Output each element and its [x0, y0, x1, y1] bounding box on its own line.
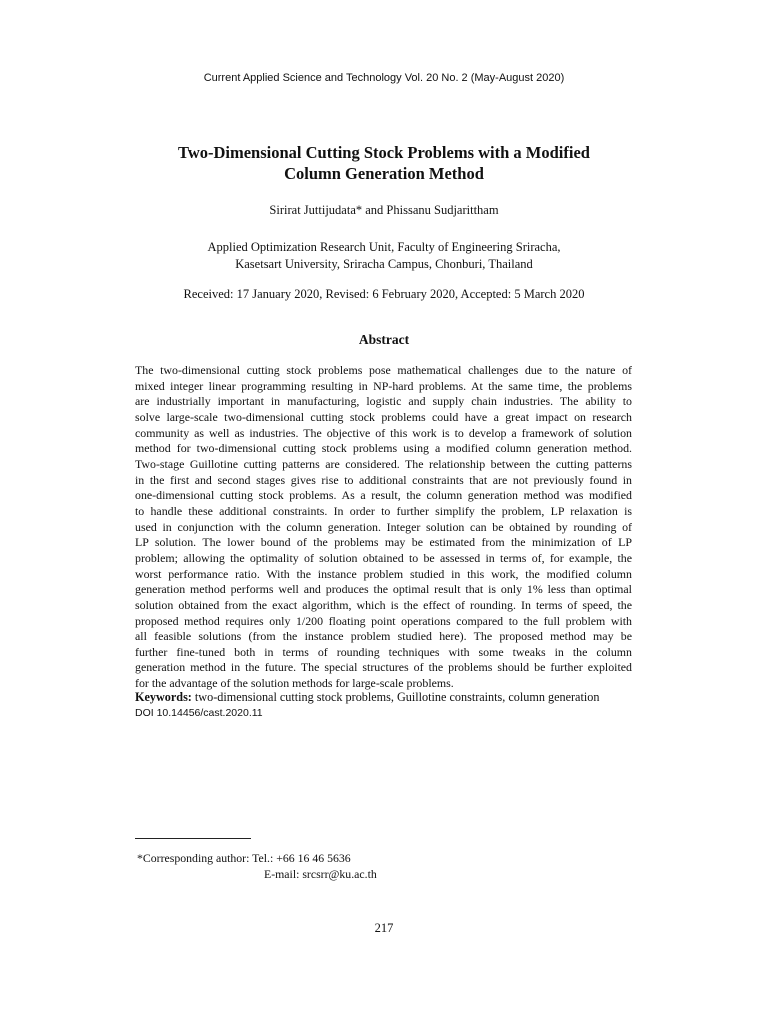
affiliation-line: Kasetsart University, Sriracha Campus, Chonburi, Thailand: [235, 257, 533, 271]
abstract-line: to handle these additional constraints. In order to further simplify the problem, LP relaxation is: [135, 503, 632, 518]
keywords: [135, 690, 632, 705]
title-line: Column Generation Method: [284, 164, 484, 183]
footnote-email: E-mail: srcsrr@ku.ac.th: [264, 867, 377, 881]
footnote-phone: *Corresponding author: Tel.: +66 16 46 5636: [137, 851, 351, 865]
authors: Sirirat Juttijudata* and Phissanu Sudjarittham: [269, 203, 499, 217]
abstract-line: mixed integer linear programming resulting in NP-hard problems. At the same time, the problems: [135, 378, 632, 393]
doi: DOI 10.14456/cast.2020.11: [135, 707, 263, 719]
footnote-divider: [135, 838, 251, 839]
abstract-body: [135, 363, 632, 692]
abstract-line: are industrially important in manufacturing, logistic and supply chain industries. The ability to: [135, 394, 632, 409]
abstract-line: for the advantage of the solution methods for large-scale problems.: [135, 676, 454, 691]
abstract-line: proposed method requires only 1/200 floating point operations compared to the full problem with: [135, 613, 632, 628]
abstract-line: community as well as industries. The objective of this work is to develop a framework of solution: [135, 425, 632, 440]
abstract-line: in the first and second stages gives rise to additional constraints that are not previously found in: [135, 472, 632, 487]
abstract-line: worst performance ratio. With the instance problem studied in this work, the modified column: [135, 566, 632, 581]
page-number: 217: [374, 921, 394, 935]
affiliation: [0, 239, 768, 273]
keywords-text: two-dimensional cutting stock problems, Guillotine constraints, column generation: [194, 690, 600, 704]
abstract-line: all feasible solutions (from the instance problem studied here). The proposed method may be: [135, 629, 632, 644]
journal-header: Current Applied Science and Technology Vol. 20 No. 2 (May-August 2020): [203, 72, 565, 84]
paper-title: [0, 142, 768, 184]
abstract-line: solve large-scale two-dimensional cutting stock problems could have a great impact on research: [135, 409, 632, 424]
abstract-line: further fine-tuned both in terms of rounding techniques with some tweaks in the column: [135, 644, 632, 659]
affiliation-line: Applied Optimization Research Unit, Faculty of Engineering Sriracha,: [207, 240, 561, 254]
abstract-line: Two-stage Guillotine cutting patterns are considered. The relationship between the cutting patterns: [135, 456, 632, 471]
corresponding-author-footnote: [137, 850, 377, 882]
abstract-line: problem; allowing the optimality of solution obtained to be assessed in terms of, for example, the: [135, 550, 632, 565]
abstract-line: generation method in the future. The special structures of the problems should be further exploited: [135, 660, 632, 675]
abstract-line: one-dimensional cutting stock problems. As a result, the column generation method was modified: [135, 488, 632, 503]
title-line: Two-Dimensional Cutting Stock Problems with a Modified: [178, 143, 590, 162]
abstract-line: method for two-dimensional cutting stock problems using a modified column generation method.: [135, 441, 632, 456]
abstract-line: generation method performs well and produces the optimal result that is only 1% less than optimal: [135, 582, 632, 597]
abstract-line: The two-dimensional cutting stock problems pose mathematical challenges due to the nature of: [135, 363, 632, 377]
abstract-line: used in conjunction with the column generation. Integer solution can be obtained by rounding of: [135, 519, 632, 534]
abstract-line: LP solution. The lower bound of the problems may be estimated from the minimization of LP: [135, 535, 632, 550]
abstract-line: solution obtained from the exact algorithm, which is the effect of rounding. In terms of speed, the: [135, 597, 632, 612]
abstract-heading: Abstract: [358, 332, 410, 347]
article-dates: Received: 17 January 2020, Revised: 6 February 2020, Accepted: 5 March 2020: [183, 287, 585, 301]
keywords-label: Keywords:: [135, 690, 192, 704]
